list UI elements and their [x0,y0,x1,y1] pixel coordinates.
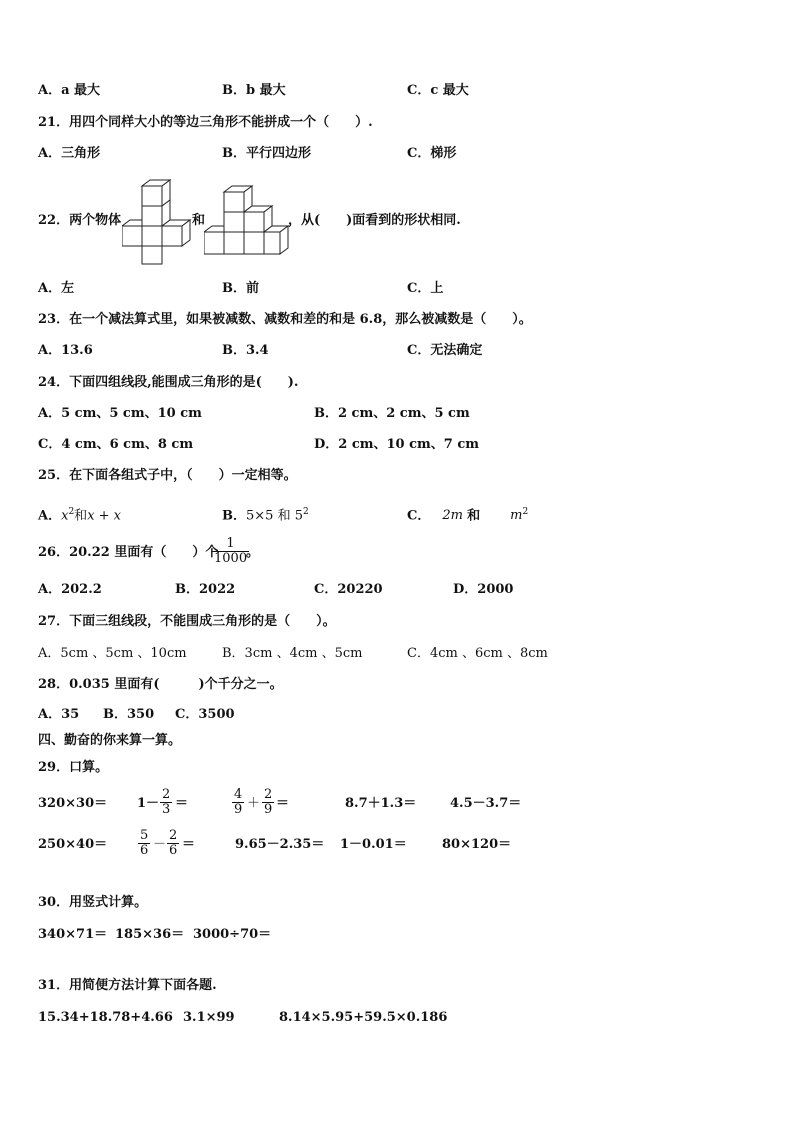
q24-option-b: B．2 cm、2 cm、5 cm [314,406,470,421]
q27-option-a: A．5cm 、5cm 、10cm [38,646,187,661]
q26-stem-start: 26．20.22 里面有（ ）个 [38,545,219,560]
q23-option-b: B．3.4 [222,343,269,358]
q23-option-a: A．13.6 [38,343,93,358]
q29-expr-r1c2-pre: 1－ [137,796,160,811]
q29-frac-r1c2: $\frac{2}{3}$ [162,787,171,817]
q31-expr-1: 15.34+18.78+4.66 [38,1010,173,1025]
q24-option-d: D．2 cm、10 cm、7 cm [314,437,480,452]
q29-expr-r2c1: 250×40＝ [38,837,108,852]
q29-expr-r1c2-post: ＝ [175,796,189,811]
q29-frac-r2c2b: $\frac{2}{6}$ [169,828,178,858]
q24-stem: 24．下面四组线段,能围成三角形的是( ). [38,375,299,390]
q22-option-a: A．左 [38,281,75,296]
q26-option-a: A．202.2 [38,582,102,597]
q28-option-b: B．350 [103,707,155,722]
q29-frac-r2c2a: $\frac{5}{6}$ [140,828,149,858]
q26-stem-end: 。 [246,545,260,560]
q28-option-c: C．3500 [175,707,235,722]
q21-option-a: A．三角形 [38,146,101,161]
q29-expr-r2c3: 9.65－2.35＝ [235,837,325,852]
q29-frac-r1c3b: $\frac{2}{9}$ [264,787,273,817]
q24-option-a: A．5 cm、5 cm、10 cm [38,406,202,421]
q31-expr-2: 3.1×99 [183,1010,235,1025]
q26-option-d: D．2000 [453,582,514,597]
q22-option-c: C．上 [407,281,444,296]
q21-stem: 21．用四个同样大小的等边三角形不能拼成一个（ ）. [38,115,373,130]
q29-expr-r1c4: 8.7＋1.3＝ [345,796,417,811]
q25-stem: 25．在下面各组式子中，（ ）一定相等。 [38,468,297,483]
q22-stem-end: ，从( )面看到的形状相同. [288,213,461,228]
q29-expr-r1c1: 320×30＝ [38,796,108,811]
q26-option-c: C．20220 [314,582,383,597]
q29-expr-r1c3-post: ＝ [276,796,290,811]
q30-expr-2: 185×36＝ [115,927,185,942]
q20-option-c: C．c 最大 [407,83,469,98]
q27-option-b: B．3cm 、4cm 、5cm [222,646,363,661]
q21-option-b: B．平行四边形 [222,146,311,161]
q27-stem: 27．下面三组线段，不能围成三角形的是（ ）。 [38,614,336,629]
cube-figure-2 [204,184,290,258]
q25-option-c: C． 2m 和 $m^2$ [407,507,529,524]
q31-stem: 31．用简便方法计算下面各题. [38,978,217,993]
q30-expr-1: 340×71＝ [38,927,108,942]
q30-stem: 30．用竖式计算。 [38,895,148,910]
q29-op-r2c2: － [153,837,167,852]
cube-figure-1 [122,176,192,266]
q26-fraction: $\frac{1}{1000}$ [214,536,248,566]
q23-option-c: C．无法确定 [407,343,483,358]
q22-stem-start: 22．两个物体 [38,213,122,228]
q29-expr-r1c5: 4.5－3.7＝ [450,796,522,811]
q28-stem: 28．0.035 里面有( )个千分之一。 [38,677,283,692]
q29-expr-r2c2-post: ＝ [182,837,196,852]
q30-expr-3: 3000÷70＝ [193,927,272,942]
q20-option-b: B．b 最大 [222,83,286,98]
q24-option-c: C．4 cm、6 cm、8 cm [38,437,194,452]
section-heading: 四、勤奋的你来算一算。 [38,733,182,748]
q25-option-b: B．5×5 和 $5^2$ [222,507,309,524]
q21-option-c: C．梯形 [407,146,457,161]
q20-option-a: A．a 最大 [38,83,101,98]
q22-stem-and: 和 [192,213,206,228]
q29-expr-r2c4: 1－0.01＝ [340,837,407,852]
q29-expr-r2c5: 80×120＝ [442,837,512,852]
q25-option-a: A．$x^2$和x + x [38,507,122,524]
q29-op-r1c3: ＋ [247,796,261,811]
q29-frac-r1c3a: $\frac{4}{9}$ [234,787,243,817]
q26-option-b: B．2022 [175,582,236,597]
q28-option-a: A．35 [38,707,80,722]
q22-option-b: B．前 [222,281,259,296]
q29-stem: 29．口算。 [38,760,109,775]
q23-stem: 23．在一个减法算式里，如果被减数、减数和差的和是 6.8，那么被减数是（ ）。 [38,312,532,327]
q27-option-c: C．4cm 、6cm 、8cm [407,646,548,661]
q31-expr-3: 8.14×5.95+59.5×0.186 [279,1010,448,1025]
